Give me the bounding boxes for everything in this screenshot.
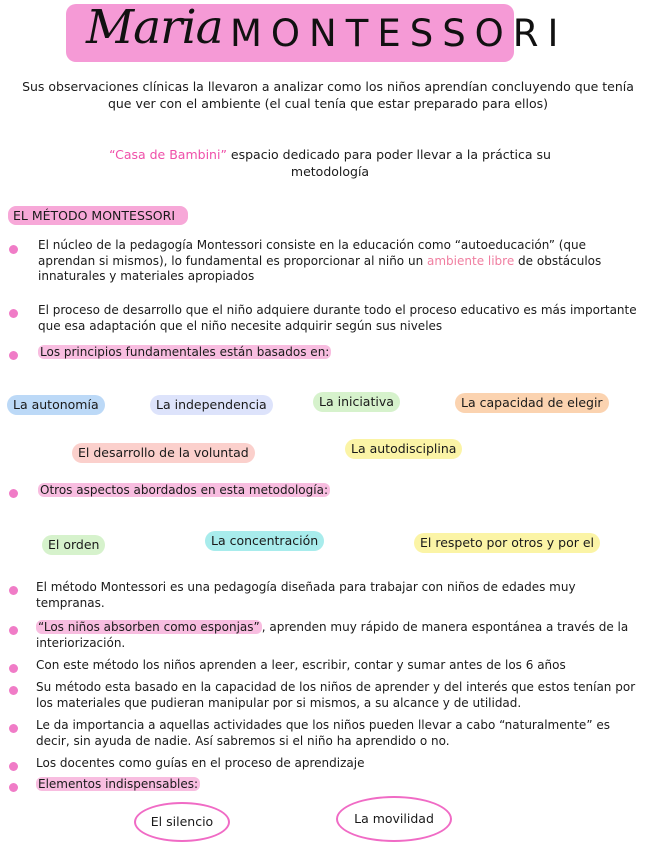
bullet-dot xyxy=(9,762,18,771)
principle-independence: La independencia xyxy=(150,395,273,415)
bullet-elements xyxy=(36,777,200,793)
aspect-concentration: La concentración xyxy=(205,531,324,551)
principles-heading: Los principios fundamentales están basados en: xyxy=(40,345,330,359)
principle-self-discipline: La autodisciplina xyxy=(345,439,462,459)
elements-heading: Elementos indispensables: xyxy=(38,777,199,791)
sponges-quote: “Los niños absorben como esponjas” xyxy=(38,620,260,634)
bullet-dot xyxy=(9,724,18,733)
bullet-capacity: Su método esta basado en la capacidad de los niños de aprender y del interés que estos tenían por los materiales que pudieran manipular por si mismos, a su alcance y de utilidad. xyxy=(36,680,636,710)
aspect-respect: El respeto por otros y por el xyxy=(414,533,600,553)
title-maria: Maria xyxy=(86,0,223,55)
element-silence: El silencio xyxy=(134,802,230,842)
method-heading: EL MÉTODO MONTESSORI xyxy=(8,206,188,225)
bullet-teachers: Los docentes como guías en el proceso de aprendizaje xyxy=(36,756,365,770)
bullet-dot xyxy=(9,245,18,254)
principle-choice: La capacidad de elegir xyxy=(455,393,609,413)
casa-text: espacio dedicado para poder llevar a la práctica su metodología xyxy=(226,147,551,179)
bullet-text: El núcleo de la pedagogía Montessori consiste en la educación como “autoeducación” (que aprendan si mismos), lo fundamental es proporcionar al niño un xyxy=(38,238,587,268)
bullet-reading: Con este método los niños aprenden a leer, escribir, contar y sumar antes de los 6 años xyxy=(36,658,566,672)
bullet-dot xyxy=(9,309,18,318)
bullet-dot xyxy=(9,686,18,695)
bullet-text: , aprenden muy rápido de manera espontánea a través de la interiorización. xyxy=(36,620,629,650)
other-aspects-heading: Otros aspectos abordados en esta metodología: xyxy=(40,483,328,497)
title-montessori: MONTESSORI xyxy=(230,12,568,55)
intro-text: Sus observaciones clínicas la llevaron a analizar como los niños aprendían concluyendo que tenía que ver con el ambiente (el cual tenía que estar preparado para ellos) xyxy=(22,79,634,111)
bullet-text: de obstáculos innaturales y materiales apropiados xyxy=(38,253,602,283)
bullet-sponges xyxy=(36,620,640,651)
bullet-dot xyxy=(9,783,18,792)
principle-will: El desarrollo de la voluntad xyxy=(72,443,255,463)
bullet-pedagogy: El método Montessori es una pedagogía diseñada para trabajar con niños de edades muy tempranas. xyxy=(36,580,576,610)
bullet-core-pedagogy xyxy=(38,238,642,285)
bullet-activities: Le da importancia a aquellas actividades que los niños pueden llevar a cabo “naturalmente” es decir, sin ayuda de nadie. Así sabremos si el niño ha aprendido o no. xyxy=(36,718,610,748)
other-aspects xyxy=(38,483,330,499)
element-mobility: La movilidad xyxy=(336,796,452,842)
bullet-development: El proceso de desarrollo que el niño adquiere durante todo el proceso educativo es más importante que esa adaptación que el niño necesite adquirir según sus niveles xyxy=(38,303,637,333)
casa-highlight: “Casa de Bambini” xyxy=(109,147,227,162)
aspect-order: El orden xyxy=(42,535,105,555)
bullet-principles xyxy=(38,345,331,361)
casa-bambini xyxy=(80,146,580,180)
bullet-dot xyxy=(9,664,18,673)
principle-initiative: La iniciativa xyxy=(313,392,400,412)
bullet-dot xyxy=(9,489,18,498)
principle-autonomy: La autonomía xyxy=(7,395,105,415)
ambiente-libre: ambiente libre xyxy=(427,253,515,268)
bullet-dot xyxy=(9,586,18,595)
bullet-dot xyxy=(9,351,18,360)
bullet-dot xyxy=(9,626,18,635)
